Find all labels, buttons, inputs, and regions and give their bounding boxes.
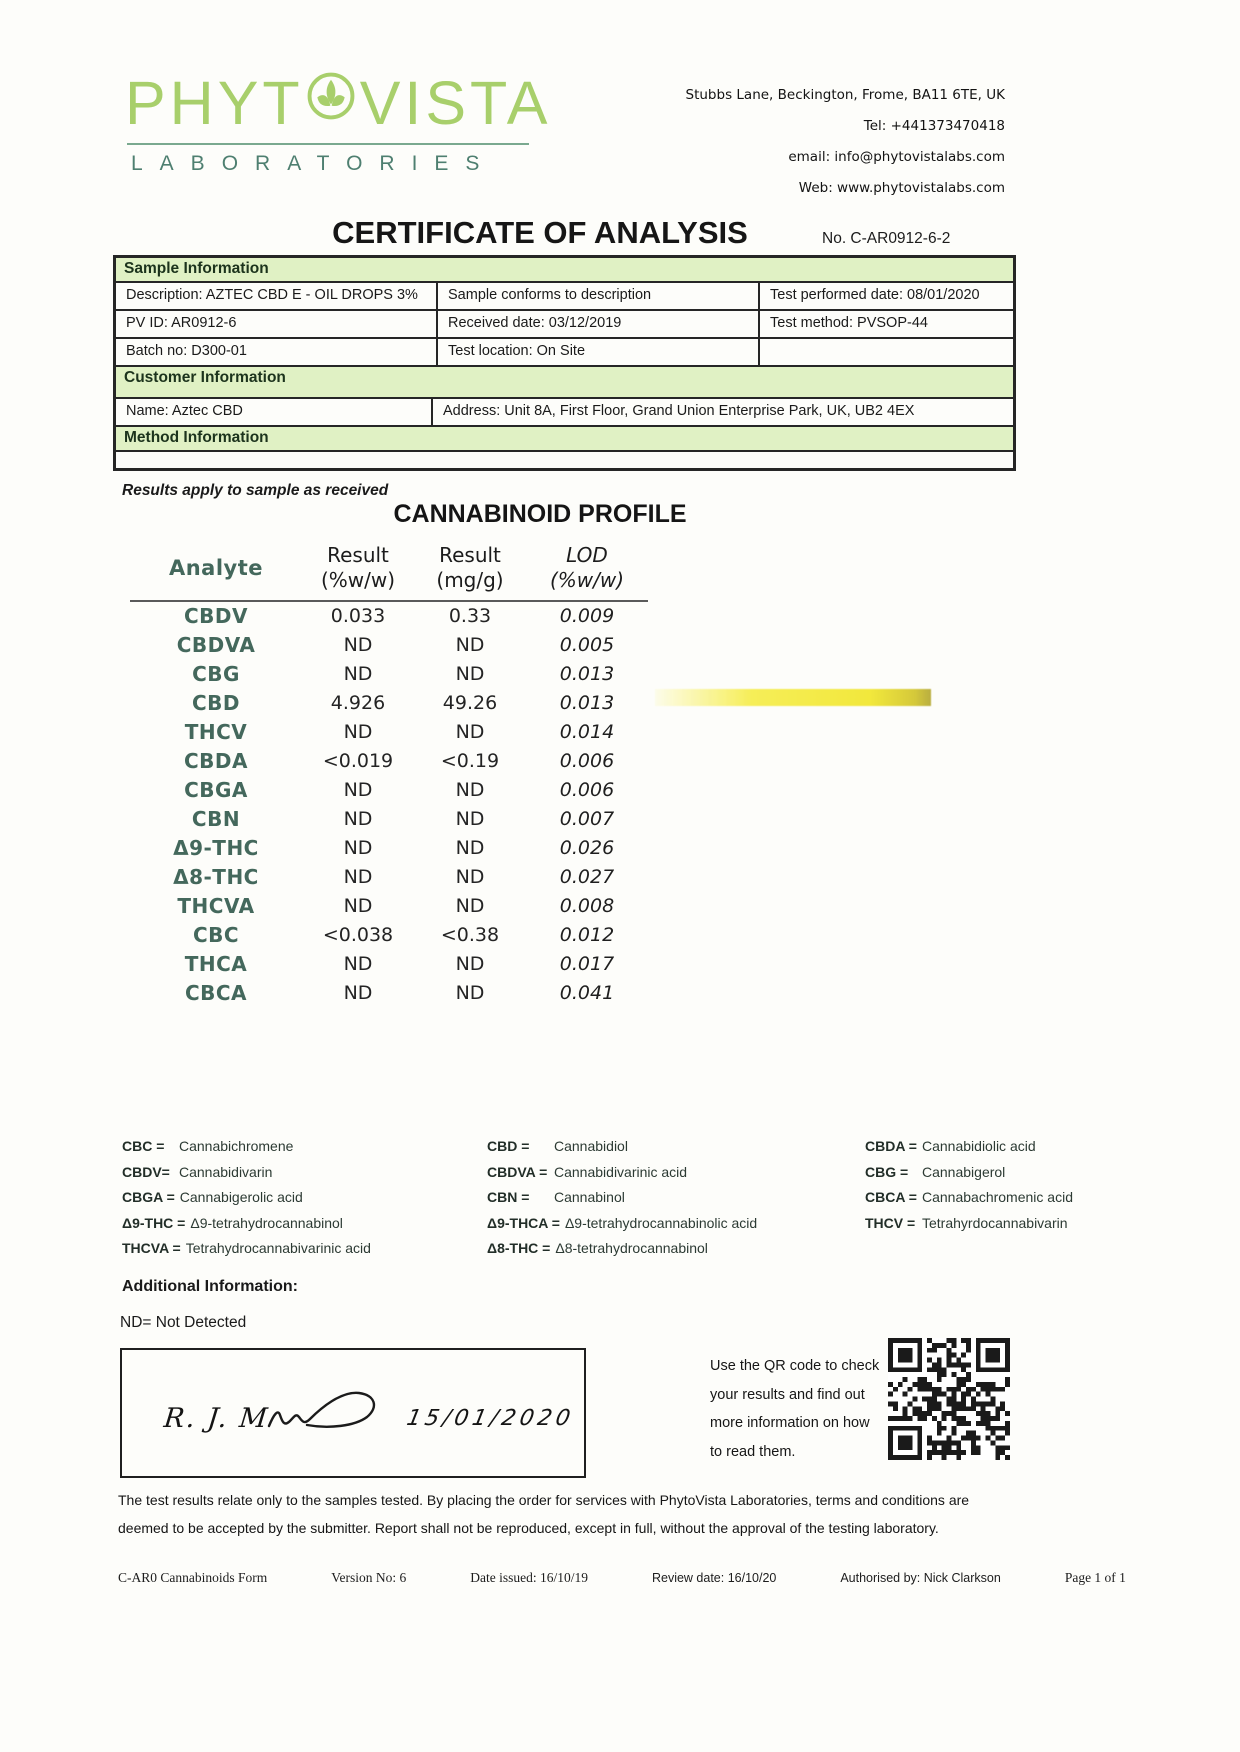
disclaimer bbox=[118, 1486, 1030, 1542]
received-date: Received date: 03/12/2019 bbox=[438, 311, 760, 337]
sample-conforms: Sample conforms to description bbox=[438, 283, 760, 309]
table-row: CBG ND ND 0.013 bbox=[192, 662, 615, 686]
legend-item: CBC = Cannabichromene bbox=[122, 1138, 294, 1154]
sample-row-1 bbox=[116, 283, 1013, 311]
table-row: CBCA ND ND 0.041 bbox=[184, 981, 615, 1005]
footer-page-number: Page 1 of 1 bbox=[1064, 1570, 1126, 1585]
legend-item: Δ9-THCA = Δ9-tetrahydrocannabinolic acid bbox=[487, 1214, 758, 1231]
abbreviation-legend bbox=[122, 1134, 1073, 1262]
footer-authorised-by: Authorised by: Nick Clarkson bbox=[840, 1571, 1001, 1585]
method-empty-row bbox=[116, 452, 1013, 468]
signature-date: 15/01/2020 bbox=[404, 1406, 577, 1431]
signature-initials: R. J. M bbox=[162, 1403, 271, 1434]
table-row: CBC <0.038 <0.38 0.012 bbox=[192, 923, 615, 947]
lab-tel: Tel: +441373470418 bbox=[863, 118, 1005, 134]
table-row: CBDVA ND ND 0.005 bbox=[176, 633, 615, 657]
legend-item: CBD = Cannabidiol bbox=[487, 1138, 628, 1154]
method-information-heading: Method Information bbox=[116, 427, 1013, 452]
lab-email: email: info@phytovistalabs.com bbox=[788, 149, 1005, 165]
table-row: THCVA ND ND 0.008 bbox=[177, 894, 615, 918]
leaf-circle-icon bbox=[305, 70, 357, 132]
logo-subtitle: LABORATORIES bbox=[131, 152, 497, 175]
signature-box bbox=[120, 1348, 586, 1478]
sample-description: Description: AZTEC CBD E - OIL DROPS 3% bbox=[116, 283, 438, 309]
legend-item: CBDA = Cannabidiolic acid bbox=[865, 1138, 1036, 1154]
lab-web: Web: www.phytovistalabs.com bbox=[798, 180, 1005, 196]
legend-item: Δ9-THC = Δ9-tetrahydrocannabinol bbox=[122, 1214, 343, 1231]
table-row: THCA ND ND 0.017 bbox=[184, 952, 615, 976]
legend-item: CBG = Cannabigerol bbox=[865, 1163, 1006, 1180]
pv-id: PV ID: AR0912-6 bbox=[116, 311, 438, 337]
legend-item: CBDV= Cannabidivarin bbox=[122, 1163, 273, 1180]
table-row: CBDV 0.033 0.33 0.009 bbox=[183, 604, 615, 628]
qr-instructions: Use the QR code to check your results and find out more information on how to read them. bbox=[710, 1358, 880, 1460]
information-table bbox=[113, 255, 1016, 471]
table-row: CBD 4.926 49.26 0.013 bbox=[191, 691, 615, 715]
sample-row-2 bbox=[116, 311, 1013, 339]
table-row: THCV ND ND 0.014 bbox=[184, 720, 615, 744]
legend-item: CBGA = Cannabigerolic acid bbox=[122, 1189, 303, 1205]
cannabinoid-profile-title: CANNABINOID PROFILE bbox=[393, 500, 687, 528]
certificate-number: No. C-AR0912-6-2 bbox=[822, 230, 951, 247]
col-header-result-pct: Result (%w/w) bbox=[302, 538, 414, 601]
footer bbox=[118, 1570, 1126, 1586]
disclaimer-line-2: deemed to be accepted by the submitter. Report shall not be reproduced, except in full, without the approval of the testing laboratory. bbox=[118, 1520, 939, 1536]
test-method: Test method: PVSOP-44 bbox=[770, 315, 928, 331]
col-header-lod: LOD (%w/w) bbox=[526, 538, 648, 601]
legend-item: Δ8-THC = Δ8-tetrahydrocannabinol bbox=[487, 1240, 708, 1256]
table-row: CBN ND ND 0.007 bbox=[191, 807, 615, 831]
additional-information-heading: Additional Information: bbox=[122, 1278, 298, 1295]
legend-item: CBN = Cannabinol bbox=[487, 1189, 625, 1205]
col-header-analyte: Analyte bbox=[130, 538, 302, 601]
legend-column-3 bbox=[865, 1134, 1073, 1262]
phytovista-logo bbox=[125, 70, 551, 176]
disclaimer-line-1: The test results relate only to the samples tested. By placing the order for services with PhytoVista Laboratories, terms and conditions are bbox=[118, 1492, 970, 1508]
sample-information-heading: Sample Information bbox=[116, 258, 1013, 283]
qr-code bbox=[888, 1338, 1010, 1465]
customer-information-heading: Customer Information bbox=[116, 367, 1013, 399]
table-row: Δ8-THC ND ND 0.027 bbox=[173, 865, 615, 889]
customer-row bbox=[116, 399, 1013, 427]
legend-item: CBDVA = Cannabidivarinic acid bbox=[487, 1163, 688, 1180]
footer-form-name: C-AR0 Cannabinoids Form bbox=[118, 1570, 268, 1585]
cannabinoid-table bbox=[130, 538, 648, 1008]
test-performed-date: Test performed date: 08/01/2020 bbox=[770, 287, 980, 303]
footer-review-date: Review date: 16/10/20 bbox=[651, 1571, 777, 1585]
sample-row-3 bbox=[116, 339, 1013, 367]
signature-flourish bbox=[265, 1384, 383, 1443]
test-location: Test location: On Site bbox=[438, 339, 760, 365]
customer-name: Name: Aztec CBD bbox=[116, 399, 433, 425]
table-row: Δ9-THC ND ND 0.026 bbox=[173, 836, 615, 860]
cannabinoid-header-row bbox=[130, 538, 648, 601]
lab-address: Stubbs Lane, Beckington, Frome, BA11 6TE, UK bbox=[685, 87, 1005, 103]
certificate-title: CERTIFICATE OF ANALYSIS bbox=[332, 215, 748, 250]
sample-cell-empty bbox=[760, 339, 1013, 365]
legend-column-1 bbox=[122, 1134, 487, 1262]
nd-definition: ND= Not Detected bbox=[120, 1314, 247, 1331]
lab-contact-block bbox=[540, 80, 1005, 204]
batch-no: Batch no: D300-01 bbox=[116, 339, 438, 365]
col-header-result-mg: Result (mg/g) bbox=[414, 538, 526, 601]
customer-address: Address: Unit 8A, First Floor, Grand Union Enterprise Park, UK, UB2 4EX bbox=[443, 403, 915, 419]
footer-version: Version No: 6 bbox=[331, 1570, 407, 1585]
legend-column-2 bbox=[487, 1134, 865, 1262]
legend-item: CBCA = Cannabachromenic acid bbox=[865, 1189, 1073, 1205]
footer-date-issued: Date issued: 16/10/19 bbox=[470, 1570, 588, 1585]
legend-item: THCVA = Tetrahydrocannabivarinic acid bbox=[122, 1240, 371, 1256]
signature bbox=[162, 1384, 577, 1453]
results-note: Results apply to sample as received bbox=[122, 482, 389, 499]
highlighter-mark bbox=[655, 689, 931, 706]
table-row: CBDA <0.019 <0.19 0.006 bbox=[183, 749, 615, 773]
logo-text-pre: PHYT bbox=[125, 68, 304, 137]
table-row: CBGA ND ND 0.006 bbox=[184, 778, 615, 802]
logo-wordmark bbox=[125, 70, 551, 136]
logo-text-post: VISTA bbox=[359, 68, 552, 137]
legend-item: THCV = Tetrahyrdocannabivarin bbox=[865, 1214, 1068, 1231]
logo-divider bbox=[127, 143, 529, 145]
